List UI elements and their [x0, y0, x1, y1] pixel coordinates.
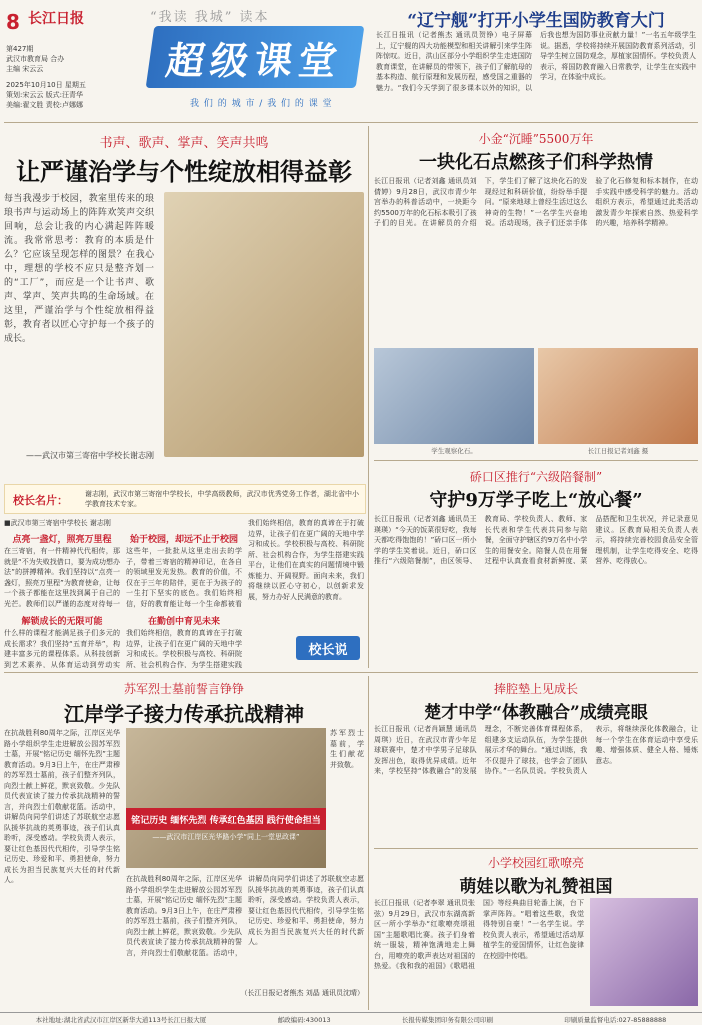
fossil-body: 长江日报讯（记者刘鑫 通讯员刘倩婷）9月28日，武汉市青少年宫举办的科普活动中，一块距今约5500万年的化石标本吸引了孩子们的目光。在讲解员的介绍下，学生们了解了这块化石的发现经过和科研价值，纷纷举手提问。“原来地球上曾经生活过这么神奇的生物！”一名学生兴奋地说。活动现场，孩子们还亲手体验了化石修复和标本制作，在动手实践中感受科学的魅力。活动组织方表示，希望通过此类活动激发青少年探索自然、热爱科学的兴趣，培养科学精神。: [374, 177, 698, 227]
fossil-caption-left: 学生观察化石。: [431, 447, 477, 455]
war-body-2: 在抗战胜利80周年之际，江岸区光华路小学组织学生走进解放公园苏军烈士墓，开展“铭记历史 缅怀先烈”主题教育活动。9月3日上午，在庄严肃穆的苏军烈士墓前，孩子们整齐列队，向烈士献上鲜花，默哀致敬。少先队员代表宣读了接力传承抗战精神的誓言，并向烈士们敬献花篮。活动中，讲解员向同学们讲述了苏联航空志愿队援华抗战的英勇事迹，孩子们认真聆听，深受感动。学校负责人表示，要让红色基因代代相传，引导学生铭记历史、珍爱和平、勇担使命，努力成长为担当民族复兴大任的时代新人。: [126, 875, 364, 957]
page-header: [0, 0, 702, 120]
war-photo: [126, 728, 326, 868]
top-article: [376, 6, 696, 118]
principal-card-label: 校长名片：: [13, 494, 68, 507]
fossil-photo-left: [374, 348, 534, 444]
main-title: 让严谨治学与个性绽放相得益彰: [16, 157, 352, 186]
issue-office: 武汉市教育局 合办: [6, 55, 65, 63]
meals-body: 长江日报讯（记者刘鑫 通讯员王瑛瑛）“今天的饭菜很好吃，我每天都吃得饱饱的！”硚口区一所小学的学生笑着说。近日，硚口区推行“六级陪餐制”，由区领导、教育局、学校负责人、教师、家长代表和学生代表共同参与陪餐，全面守护辖区约9万名中小学生的用餐安全。陪餐人员在用餐过程中认真查看食材新鲜度、菜品搭配和卫生状况，并记录意见建议。区教育局相关负责人表示，将持续完善校园食品安全管理机制，让学生吃得安全、吃得营养、吃得放心。: [374, 515, 698, 565]
main-intro-sign: ——武汉市第三寄宿中学校长谢志刚: [26, 451, 154, 460]
section-body-5: 我们始终相信，教育的真谛在于打破边界，让孩子们在更广阔的天地中学习和成长。学校积极与高校、科研院所、社会机构合作，为学生搭建实践平台，让他们在真实的问题情境中锻炼能力、开阔视野。面向未来，我们将继续以匠心守初心，以创新求发展，努力办好人民满意的教育。: [248, 519, 364, 601]
page-footer: [0, 1012, 702, 1025]
section-heading-1: 点亮一盏灯，照亮万里程: [12, 535, 112, 545]
issue-meta: [6, 44, 126, 110]
section-heading-3: 始于校园，却远不止于校园: [129, 535, 238, 545]
war-body: 在抗战胜利80周年之际，江岸区光华路小学组织学生走进解放公园苏军烈士墓，开展“铭记历史 缅怀先烈”主题教育活动。9月3日上午，在庄严肃穆的苏军烈士墓前，孩子们整齐列队，向烈士献上鲜花，默哀致敬。少先队员代表宣读了接力传承抗战精神的誓言，并向烈士们敬献花篮。活动中，讲解员向同学们讲述了苏联航空志愿队援华抗战的英勇事迹，孩子们认真聆听，深受感动。学校负责人表示，要让红色基因代代相传，引导学生铭记历史、珍爱和平、勇担使命，努力成长为担当民族复兴大任的时代新人。: [4, 729, 120, 884]
fossil-photo-right: [538, 348, 698, 444]
war-title: 江岸学子接力传承抗战精神: [64, 702, 304, 726]
football-kicker: 捧腔墊上见成长: [493, 682, 578, 696]
war-photo-banner: 铭记历史 缅怀先烈 传承红色基因 践行使命担当: [126, 808, 326, 830]
fossil-caption-right: 长江日报记者刘鑫 摄: [587, 447, 649, 455]
main-photo: [164, 192, 364, 457]
masthead-tagline: 我 们 的 城 市 / 我 们 的 课 堂: [190, 99, 333, 109]
meals-kicker: 硚口区推行“六级陪餐制”: [469, 470, 603, 484]
issue-staff-2: 美编:翟文胜 责校:卢娜娜: [6, 101, 83, 109]
paper-logo: 长江日报: [28, 11, 84, 27]
war-credit: （长江日报记者熊杰 刘晶 通讯员沈晴）: [240, 989, 364, 997]
main-byline: ■武汉市第三寄宿中学校长 谢志刚: [4, 519, 111, 527]
issue-info: 第427期: [6, 45, 34, 53]
meals-title: 守护9万学子吃上“放心餐”: [429, 490, 643, 511]
issue-staff-1: 策划:宋云云 版式:汪青华: [6, 91, 83, 99]
divider: [374, 848, 698, 849]
war-side-caption: 苏军烈士墓前，学生们献花并致敬。: [330, 729, 364, 769]
top-article-body: 长江日报讯（记者熊杰 通讯员贺铮）电子屏幕上，辽宁舰的四大功能模型和相关讲解引来学生阵阵惊叹。近日，洪山区部分小学组织学生走进国防教育课堂，在讲解员的带领下，孩子们了解航母的基本构造、航行原理和发展历程，感受国之重器的魅力。“我们今天学到了很多课本以外的知识，以后我也想为国防事业贡献力量！”一名五年级学生说。据悉，学校将持续开展国防教育系列活动，引导学生树立国防观念，厚植家国情怀。学校负责人表示，将国防教育融入日常教学，让学生在实践中学习，在体验中成长。: [376, 31, 696, 92]
songs-photo: [590, 898, 698, 1006]
songs-kicker: 小学校园红歌嘹亮: [487, 856, 584, 870]
column-divider: [368, 676, 369, 1010]
football-title: 楚才中学“体教融合”成绩亮眼: [424, 703, 648, 723]
war-article: [4, 676, 364, 1010]
forum-stamp: 校长说: [296, 636, 360, 660]
section-body-2: 什么样的课程才能满足孩子们多元的成长需求？我们坚持“五育并举”，构建丰富多元的课程体系。从科技创新到艺术素养，从体育运动到劳动实: [4, 629, 120, 668]
fossil-article: [374, 126, 698, 456]
songs-article: [374, 852, 698, 1010]
football-article: [374, 676, 698, 846]
meals-article: [374, 464, 698, 668]
war-photo-sub: ——武汉市江岸区光华路小学“同上一堂思政课”: [152, 833, 300, 841]
footer-postcode: 邮政编码:430013: [277, 1015, 331, 1024]
footer-printer: 长报传媒集团印务有限公司印刷: [401, 1015, 493, 1024]
war-kicker: 苏军烈士墓前誓言铮铮: [123, 682, 244, 696]
fossil-title: 一块化石点燃孩子们科学热情: [419, 152, 653, 173]
issue-date: 2025年10月10日 星期五: [6, 81, 86, 89]
principal-card-text: 谢志刚，武汉市第三寄宿中学校长，中学高级教师，武汉市优秀党务工作者，湖北省中小学教育技术专家。: [85, 490, 359, 508]
section-body-3: 这些年，一批批从这里走出去的学子，带着三寄宿的精神印记，在各自的领域里发光发热。教育的价值，不仅在于三年的陪伴，更在于为孩子的一生打下坚实的底色。我们始终相信，好的教育能让每一个生命都被看: [126, 547, 242, 608]
section-heading-2: 解锁成长的无限可能: [21, 617, 103, 627]
footer-address: 本社地址:湖北省武汉市江岸区新华大道113号长江日报大厦: [35, 1015, 207, 1024]
section-body-1: 在三寄宿，有一件精神代代相传，那就是“不为失败找借口，要为成功想办法”的拼搏精神。我们坚持以“点亮一盏灯，照亮万里程”为教育使命，让每一个孩子都能在这里找到属于自己的光芒。教师们以严谨的态度对待每一: [4, 547, 120, 608]
divider: [4, 672, 698, 673]
top-article-title: “辽宁舰”打开小学生国防教育大门: [407, 11, 665, 31]
column-divider: [368, 126, 369, 668]
section-body-4: 我们始终相信，教育的真谛在于打破边界，让孩子们在更广阔的天地中学习和成长。学校积极与高校、科研院所、社会机构合作，为学生搭建实践: [126, 629, 242, 668]
issue-editor: 主编 宋云云: [6, 65, 44, 73]
footer-phone: 印刷质量监督电话:027-85888888: [564, 1015, 667, 1024]
divider: [4, 122, 698, 123]
page-number: 8: [6, 10, 20, 34]
main-article: [4, 126, 364, 668]
divider: [374, 460, 698, 461]
masthead-title: 超级课堂: [146, 26, 365, 88]
songs-title: 萌娃以歌为礼赞祖国: [459, 877, 613, 897]
main-kicker: 书声、歌声、掌声、笑声共鸣: [99, 136, 269, 151]
masthead-slogan: “我读 我城” 读本: [150, 10, 270, 25]
principal-card: [4, 484, 366, 514]
songs-body: 长江日报讯（记者李翠 通讯员张弦）9月29日，武汉市东湖高新区一所小学举办“红歌嘹亮颂祖国”主题歌唱比赛。孩子们身着统一服装，精神饱满地走上舞台，用嘹亮的歌声表达对祖国的热爱。《我和我的祖国》《歌唱祖国》等经典曲目轮番上演，台下掌声阵阵。“唱着这些歌，我觉得特别自豪！”一名学生说。学校负责人表示，希望通过活动厚植学生的爱国情怀，让红色旋律在校园中传唱。: [374, 899, 584, 970]
fossil-kicker: 小金“沉睡”5500万年: [478, 132, 594, 146]
main-intro: 每当我漫步于校园，教室里传来的琅琅书声与运动场上的阵阵欢笑声交织回响，总会让我的内心满起阵阵暖流。我常常思考：教育的本质是什么？它应该呈现怎样的图景？在我心中，理想的学校不应只是整齐划一的“工厂”，而应是一个让书声、歌声、掌声、笑声共鸣的生命场域。在这里，严谨治学与个性绽放相得益彰，教育者以匠心守护每一个孩子的成长。: [4, 194, 154, 344]
section-heading-4: 在勤创中育见未来: [147, 617, 220, 627]
football-body: 长江日报讯（记者肖颖慧 通讯员周琪）近日，在武汉市青少年足球联赛中，楚才中学男子足球队发挥出色，取得优异成绩。近年来，学校坚持“体教融合”的发展理念，不断完善体育课程体系，组建多支运动队伍，为学生提供展示才华的舞台。“通过训练，我不仅提升了球技，也学会了团队协作。”一名队员说。学校负责人表示，将继续深化体教融合，让每一个学生在体育运动中享受乐趣、增强体质、健全人格、锤炼意志。: [374, 725, 698, 775]
